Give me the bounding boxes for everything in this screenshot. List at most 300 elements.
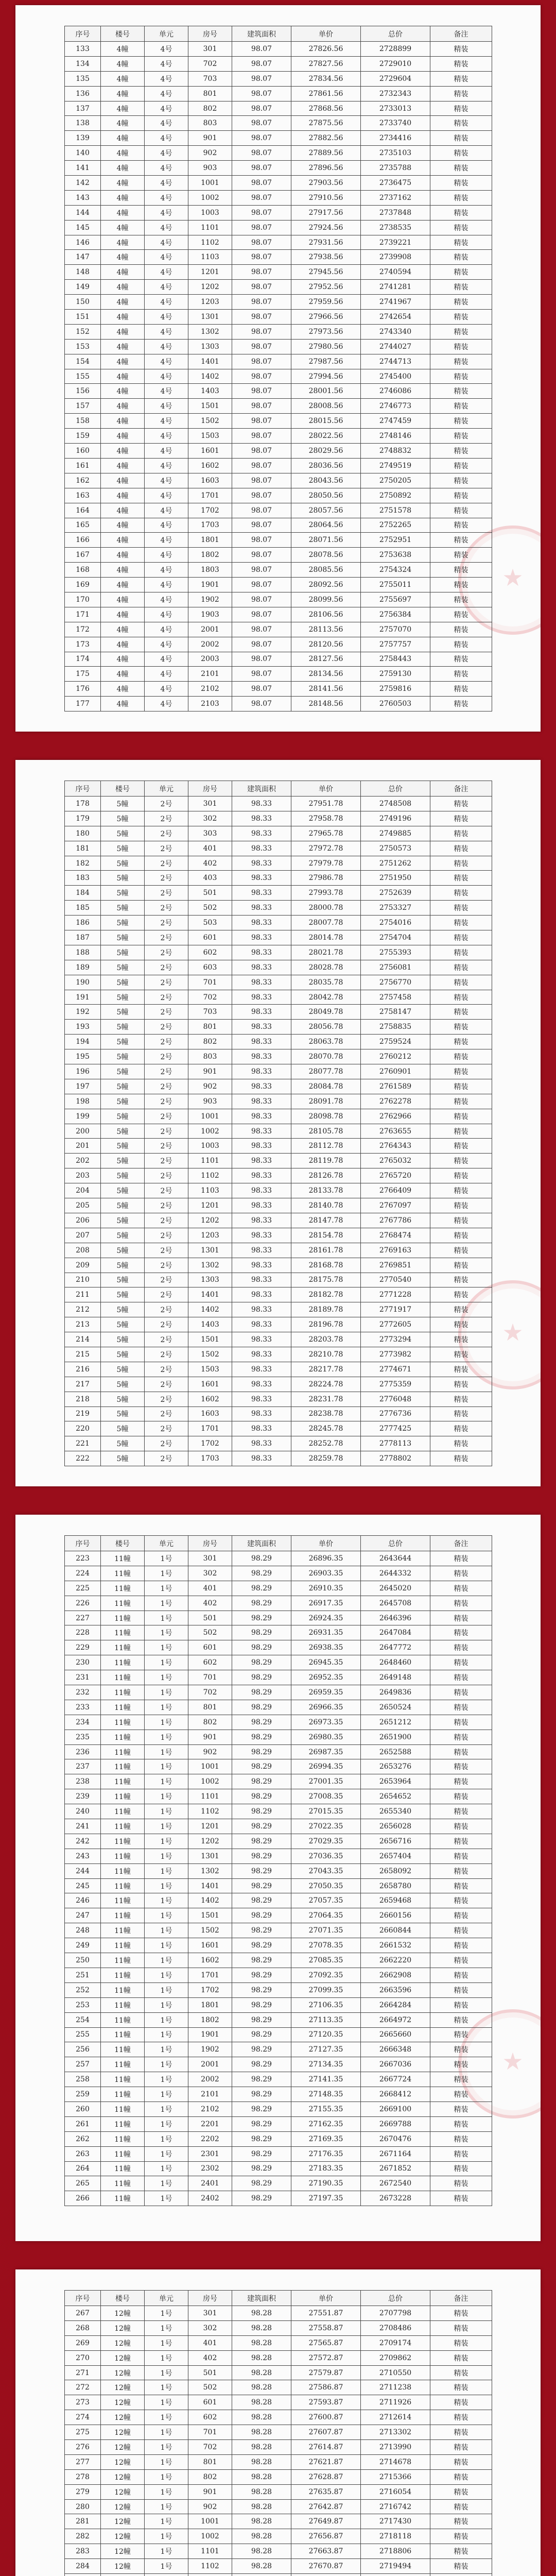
cell-note: 精装 bbox=[430, 488, 492, 503]
cell-area: 98.33 bbox=[232, 990, 291, 1005]
cell-price: 28028.78 bbox=[291, 960, 361, 975]
cell-seq: 155 bbox=[65, 369, 101, 384]
cell-area: 98.29 bbox=[232, 1893, 291, 1908]
table-row bbox=[65, 1774, 492, 1789]
cell-total: 2671852 bbox=[361, 2161, 430, 2176]
cell-total: 2750205 bbox=[361, 473, 430, 488]
cell-building: 12幢 bbox=[101, 2499, 145, 2514]
cell-room: 2001 bbox=[188, 2057, 232, 2072]
cell-room: 802 bbox=[188, 2469, 232, 2484]
cell-total: 2661532 bbox=[361, 1938, 430, 1953]
cell-note: 精装 bbox=[430, 2469, 492, 2484]
table-row bbox=[65, 1124, 492, 1139]
cell-area: 98.33 bbox=[232, 856, 291, 871]
cell-area: 98.29 bbox=[232, 2087, 291, 2102]
table-row bbox=[65, 265, 492, 280]
cell-area: 98.33 bbox=[232, 1347, 291, 1362]
cell-price: 27965.78 bbox=[291, 826, 361, 841]
cell-seq: 201 bbox=[65, 1139, 101, 1154]
cell-price: 27169.35 bbox=[291, 2131, 361, 2146]
column-header-note: 备注 bbox=[430, 26, 492, 42]
cell-unit: 2号 bbox=[145, 826, 188, 841]
cell-seq: 226 bbox=[65, 1596, 101, 1611]
cell-note: 精装 bbox=[430, 458, 492, 473]
cell-note: 精装 bbox=[430, 2087, 492, 2102]
cell-price: 27593.87 bbox=[291, 2395, 361, 2410]
cell-area: 98.07 bbox=[232, 161, 291, 176]
cell-area: 98.29 bbox=[232, 1982, 291, 1997]
cell-room: 1803 bbox=[188, 563, 232, 578]
table-row bbox=[65, 1863, 492, 1878]
cell-area: 98.28 bbox=[232, 2544, 291, 2559]
price-table bbox=[64, 781, 492, 1466]
cell-unit: 4号 bbox=[145, 190, 188, 205]
cell-seq: 278 bbox=[65, 2469, 101, 2484]
cell-building: 11幢 bbox=[101, 1923, 145, 1938]
column-header-total: 总价 bbox=[361, 26, 430, 42]
cell-building: 5幢 bbox=[101, 1228, 145, 1243]
cell-area: 98.29 bbox=[232, 1715, 291, 1730]
cell-total: 2669788 bbox=[361, 2116, 430, 2131]
cell-room: 1502 bbox=[188, 1923, 232, 1938]
cell-room: 1702 bbox=[188, 1982, 232, 1997]
cell-room: 1303 bbox=[188, 1273, 232, 1287]
cell-note: 精装 bbox=[430, 1581, 492, 1596]
cell-seq: 284 bbox=[65, 2559, 101, 2574]
cell-unit: 4号 bbox=[145, 161, 188, 176]
cell-total: 2645708 bbox=[361, 1596, 430, 1611]
cell-price: 27078.35 bbox=[291, 1938, 361, 1953]
cell-price: 28036.56 bbox=[291, 458, 361, 473]
cell-seq: 166 bbox=[65, 533, 101, 548]
cell-room: 2102 bbox=[188, 2102, 232, 2116]
cell-price: 27889.56 bbox=[291, 146, 361, 161]
cell-unit: 4号 bbox=[145, 280, 188, 295]
cell-area: 98.33 bbox=[232, 930, 291, 945]
cell-room: 302 bbox=[188, 1566, 232, 1581]
cell-note: 精装 bbox=[430, 220, 492, 235]
cell-area: 98.29 bbox=[232, 1834, 291, 1849]
cell-note: 精装 bbox=[430, 871, 492, 886]
cell-room: 2102 bbox=[188, 682, 232, 697]
column-header-room: 房号 bbox=[188, 781, 232, 796]
cell-room: 1603 bbox=[188, 473, 232, 488]
cell-area: 98.33 bbox=[232, 1079, 291, 1094]
cell-area: 98.07 bbox=[232, 592, 291, 607]
cell-unit: 2号 bbox=[145, 1109, 188, 1124]
cell-area: 98.28 bbox=[232, 2529, 291, 2544]
table-row bbox=[65, 1849, 492, 1863]
cell-unit: 2号 bbox=[145, 1049, 188, 1064]
cell-area: 98.29 bbox=[232, 1655, 291, 1670]
cell-area: 98.29 bbox=[232, 2176, 291, 2191]
cell-building: 4幢 bbox=[101, 384, 145, 399]
cell-total: 2716742 bbox=[361, 2499, 430, 2514]
cell-seq: 147 bbox=[65, 250, 101, 265]
cell-total: 2776736 bbox=[361, 1406, 430, 1421]
cell-unit: 1号 bbox=[145, 2484, 188, 2499]
cell-price: 28015.56 bbox=[291, 414, 361, 429]
cell-price: 28042.78 bbox=[291, 990, 361, 1005]
cell-unit: 2号 bbox=[145, 811, 188, 826]
price-list-page-4 bbox=[15, 2269, 541, 2576]
cell-note: 精装 bbox=[430, 1392, 492, 1406]
cell-total: 2664972 bbox=[361, 2012, 430, 2027]
cell-note: 精装 bbox=[430, 856, 492, 871]
cell-unit: 4号 bbox=[145, 176, 188, 191]
cell-note: 精装 bbox=[430, 2191, 492, 2206]
cell-unit: 1号 bbox=[145, 2425, 188, 2440]
cell-unit: 2号 bbox=[145, 841, 188, 856]
cell-price: 27586.87 bbox=[291, 2380, 361, 2395]
cell-room: 1801 bbox=[188, 1997, 232, 2012]
cell-area: 98.33 bbox=[232, 1287, 291, 1302]
cell-area: 98.07 bbox=[232, 339, 291, 354]
cell-price: 27882.56 bbox=[291, 131, 361, 146]
cell-room: 2002 bbox=[188, 2072, 232, 2087]
cell-note: 精装 bbox=[430, 1655, 492, 1670]
cell-building: 5幢 bbox=[101, 1213, 145, 1228]
table-row bbox=[65, 324, 492, 339]
cell-seq: 136 bbox=[65, 86, 101, 101]
cell-unit: 2号 bbox=[145, 1377, 188, 1392]
cell-unit: 1号 bbox=[145, 2350, 188, 2365]
cell-seq: 235 bbox=[65, 1730, 101, 1744]
cell-total: 2719494 bbox=[361, 2559, 430, 2574]
cell-building: 4幢 bbox=[101, 161, 145, 176]
cell-price: 27980.56 bbox=[291, 339, 361, 354]
cell-area: 98.29 bbox=[232, 1596, 291, 1611]
cell-room: 1002 bbox=[188, 190, 232, 205]
cell-note: 精装 bbox=[430, 1049, 492, 1064]
cell-unit: 2号 bbox=[145, 1436, 188, 1451]
cell-price: 27903.56 bbox=[291, 176, 361, 191]
cell-seq: 244 bbox=[65, 1863, 101, 1878]
cell-seq: 263 bbox=[65, 2146, 101, 2161]
cell-note: 精装 bbox=[430, 414, 492, 429]
cell-unit: 1号 bbox=[145, 1625, 188, 1640]
cell-unit: 4号 bbox=[145, 578, 188, 592]
cell-building: 4幢 bbox=[101, 637, 145, 652]
cell-total: 2744713 bbox=[361, 354, 430, 369]
column-header-price: 单价 bbox=[291, 781, 361, 796]
cell-total: 2747459 bbox=[361, 414, 430, 429]
cell-total: 2757757 bbox=[361, 637, 430, 652]
cell-area: 98.28 bbox=[232, 2469, 291, 2484]
cell-note: 精装 bbox=[430, 2514, 492, 2529]
cell-unit: 2号 bbox=[145, 796, 188, 811]
cell-total: 2751578 bbox=[361, 503, 430, 518]
cell-area: 98.07 bbox=[232, 250, 291, 265]
cell-seq: 158 bbox=[65, 414, 101, 429]
cell-note: 精装 bbox=[430, 1005, 492, 1020]
cell-price: 27043.35 bbox=[291, 1863, 361, 1878]
column-header-total: 总价 bbox=[361, 2291, 430, 2306]
table-row bbox=[65, 384, 492, 399]
cell-unit: 2号 bbox=[145, 975, 188, 990]
cell-room: 1103 bbox=[188, 250, 232, 265]
cell-note: 精装 bbox=[430, 1168, 492, 1183]
table-row bbox=[65, 220, 492, 235]
cell-room: 1003 bbox=[188, 1139, 232, 1154]
cell-room: 701 bbox=[188, 975, 232, 990]
cell-price: 28147.78 bbox=[291, 1213, 361, 1228]
cell-area: 98.33 bbox=[232, 1213, 291, 1228]
cell-seq: 213 bbox=[65, 1317, 101, 1332]
cell-total: 2710550 bbox=[361, 2365, 430, 2380]
cell-room: 2103 bbox=[188, 697, 232, 711]
cell-unit: 1号 bbox=[145, 2057, 188, 2072]
cell-price: 28189.78 bbox=[291, 1302, 361, 1317]
table-row bbox=[65, 2335, 492, 2350]
cell-price: 27176.35 bbox=[291, 2146, 361, 2161]
table-row bbox=[65, 131, 492, 146]
column-header-note: 备注 bbox=[430, 781, 492, 796]
cell-area: 98.29 bbox=[232, 1581, 291, 1596]
cell-area: 98.33 bbox=[232, 1049, 291, 1064]
cell-room: 1503 bbox=[188, 429, 232, 444]
cell-price: 27015.35 bbox=[291, 1804, 361, 1819]
cell-total: 2714678 bbox=[361, 2454, 430, 2469]
table-row bbox=[65, 518, 492, 533]
cell-note: 精装 bbox=[430, 1273, 492, 1287]
cell-total: 2757458 bbox=[361, 990, 430, 1005]
cell-building: 12幢 bbox=[101, 2559, 145, 2574]
cell-note: 精装 bbox=[430, 1789, 492, 1804]
table-row bbox=[65, 1655, 492, 1670]
cell-area: 98.33 bbox=[232, 1421, 291, 1436]
cell-seq: 233 bbox=[65, 1700, 101, 1715]
cell-area: 98.33 bbox=[232, 886, 291, 901]
cell-unit: 1号 bbox=[145, 1715, 188, 1730]
cell-total: 2665660 bbox=[361, 2027, 430, 2042]
cell-building: 5幢 bbox=[101, 1377, 145, 1392]
cell-seq: 225 bbox=[65, 1581, 101, 1596]
cell-note: 精装 bbox=[430, 975, 492, 990]
table-row bbox=[65, 2559, 492, 2574]
cell-building: 4幢 bbox=[101, 310, 145, 325]
table-row bbox=[65, 1451, 492, 1466]
cell-seq: 264 bbox=[65, 2161, 101, 2176]
cell-note: 精装 bbox=[430, 2131, 492, 2146]
cell-note: 精装 bbox=[430, 1819, 492, 1834]
cell-area: 98.07 bbox=[232, 458, 291, 473]
cell-seq: 204 bbox=[65, 1183, 101, 1198]
cell-unit: 2号 bbox=[145, 871, 188, 886]
table-row bbox=[65, 1035, 492, 1049]
cell-total: 2648460 bbox=[361, 1655, 430, 1670]
cell-unit: 2号 bbox=[145, 945, 188, 960]
cell-unit: 1号 bbox=[145, 2072, 188, 2087]
cell-room: 702 bbox=[188, 1685, 232, 1700]
cell-price: 27972.78 bbox=[291, 841, 361, 856]
cell-building: 4幢 bbox=[101, 116, 145, 131]
cell-seq: 283 bbox=[65, 2544, 101, 2559]
cell-room bbox=[188, 2574, 232, 2576]
cell-room: 1602 bbox=[188, 1953, 232, 1968]
cell-note: 精装 bbox=[430, 1064, 492, 1079]
cell-price: 28133.78 bbox=[291, 1183, 361, 1198]
cell-total: 2769163 bbox=[361, 1243, 430, 1258]
cell-room: 801 bbox=[188, 1700, 232, 1715]
table-row bbox=[65, 1258, 492, 1273]
cell-total: 2771917 bbox=[361, 1302, 430, 1317]
cell-unit: 2号 bbox=[145, 1005, 188, 1020]
cell-price: 27642.87 bbox=[291, 2499, 361, 2514]
cell-area: 98.07 bbox=[232, 622, 291, 637]
table-row bbox=[65, 1596, 492, 1611]
cell-building: 11幢 bbox=[101, 1715, 145, 1730]
cell-note: 精装 bbox=[430, 1774, 492, 1789]
cell-total: 2755393 bbox=[361, 945, 430, 960]
cell-area: 98.29 bbox=[232, 1863, 291, 1878]
cell-seq: 237 bbox=[65, 1759, 101, 1774]
cell-total: 2755011 bbox=[361, 578, 430, 592]
cell-seq: 246 bbox=[65, 1893, 101, 1908]
cell-area: 98.07 bbox=[232, 414, 291, 429]
cell-area: 98.33 bbox=[232, 1273, 291, 1287]
cell-price: 26952.35 bbox=[291, 1670, 361, 1685]
cell-area: 98.07 bbox=[232, 190, 291, 205]
cell-area: 98.29 bbox=[232, 2057, 291, 2072]
cell-area: 98.07 bbox=[232, 56, 291, 71]
cell-unit: 1号 bbox=[145, 2320, 188, 2335]
cell-room: 1201 bbox=[188, 265, 232, 280]
cell-total: 2671164 bbox=[361, 2146, 430, 2161]
cell-seq: 245 bbox=[65, 1878, 101, 1893]
cell-total: 2765720 bbox=[361, 1168, 430, 1183]
cell-price: 26917.35 bbox=[291, 1596, 361, 1611]
cell-room: 401 bbox=[188, 2335, 232, 2350]
cell-unit: 1号 bbox=[145, 2146, 188, 2161]
cell-room: 703 bbox=[188, 71, 232, 86]
cell-note: 精装 bbox=[430, 1228, 492, 1243]
cell-unit: 2号 bbox=[145, 1347, 188, 1362]
table-row bbox=[65, 1005, 492, 1020]
cell-room: 1202 bbox=[188, 280, 232, 295]
cell-room: 1801 bbox=[188, 533, 232, 548]
cell-building: 5幢 bbox=[101, 1436, 145, 1451]
cell-room: 702 bbox=[188, 2440, 232, 2455]
cell-unit: 1号 bbox=[145, 2440, 188, 2455]
table-row bbox=[65, 2350, 492, 2365]
cell-room: 903 bbox=[188, 161, 232, 176]
cell-unit: 1号 bbox=[145, 1923, 188, 1938]
cell-room: 1601 bbox=[188, 1377, 232, 1392]
cell-unit: 2号 bbox=[145, 1421, 188, 1436]
cell-seq: 232 bbox=[65, 1685, 101, 1700]
cell-total: 2746773 bbox=[361, 399, 430, 414]
cell-price: 26931.35 bbox=[291, 1625, 361, 1640]
cell-seq: 275 bbox=[65, 2425, 101, 2440]
cell-total: 2775359 bbox=[361, 1377, 430, 1392]
cell-price: 27663.87 bbox=[291, 2544, 361, 2559]
cell-unit: 1号 bbox=[145, 2131, 188, 2146]
cell-note: 精装 bbox=[430, 2057, 492, 2072]
cell-room: 301 bbox=[188, 1551, 232, 1566]
table-row bbox=[65, 2057, 492, 2072]
cell-room: 502 bbox=[188, 2380, 232, 2395]
cell-note: 精装 bbox=[430, 1700, 492, 1715]
cell-building: 4幢 bbox=[101, 295, 145, 310]
cell-total: 2739908 bbox=[361, 250, 430, 265]
cell-building: 11幢 bbox=[101, 2042, 145, 2057]
table-row bbox=[65, 1953, 492, 1968]
cell-unit: 2号 bbox=[145, 1392, 188, 1406]
cell-room: 902 bbox=[188, 1079, 232, 1094]
cell-area: 98.07 bbox=[232, 295, 291, 310]
cell-total: 2777425 bbox=[361, 1421, 430, 1436]
cell-building: 4幢 bbox=[101, 205, 145, 220]
cell-seq: 190 bbox=[65, 975, 101, 990]
cell-note: 精装 bbox=[430, 2027, 492, 2042]
cell-unit: 1号 bbox=[145, 2042, 188, 2057]
cell-area: 98.07 bbox=[232, 473, 291, 488]
cell-price: 27875.56 bbox=[291, 116, 361, 131]
cell-note: 精装 bbox=[430, 960, 492, 975]
cell-total: 2645020 bbox=[361, 1581, 430, 1596]
cell-room: 1201 bbox=[188, 1819, 232, 1834]
cell-seq: 206 bbox=[65, 1213, 101, 1228]
cell-note: 精装 bbox=[430, 146, 492, 161]
cell-unit: 4号 bbox=[145, 682, 188, 697]
cell-room: 1601 bbox=[188, 1938, 232, 1953]
cell-building: 11幢 bbox=[101, 1968, 145, 1982]
table-row bbox=[65, 1744, 492, 1759]
cell-seq bbox=[65, 2574, 101, 2576]
cell-seq: 214 bbox=[65, 1332, 101, 1347]
table-row bbox=[65, 975, 492, 990]
cell-building: 11幢 bbox=[101, 2102, 145, 2116]
cell-area: 98.28 bbox=[232, 2380, 291, 2395]
cell-total: 2773294 bbox=[361, 1332, 430, 1347]
cell-seq: 146 bbox=[65, 235, 101, 250]
cell-unit: 2号 bbox=[145, 1124, 188, 1139]
cell-room: 1701 bbox=[188, 1421, 232, 1436]
cell-seq: 145 bbox=[65, 220, 101, 235]
cell-price: 28224.78 bbox=[291, 1377, 361, 1392]
cell-building: 5幢 bbox=[101, 1451, 145, 1466]
cell-seq: 148 bbox=[65, 265, 101, 280]
column-header-unit: 单元 bbox=[145, 2291, 188, 2306]
cell-area: 98.29 bbox=[232, 1566, 291, 1581]
cell-building: 5幢 bbox=[101, 1139, 145, 1154]
cell-note: 精装 bbox=[430, 1566, 492, 1581]
cell-note: 精装 bbox=[430, 56, 492, 71]
table-row bbox=[65, 1685, 492, 1700]
cell-room: 602 bbox=[188, 945, 232, 960]
cell-note: 精装 bbox=[430, 295, 492, 310]
cell-room: 1001 bbox=[188, 1109, 232, 1124]
cell-note: 精装 bbox=[430, 2012, 492, 2027]
cell-price: 28049.78 bbox=[291, 1005, 361, 1020]
cell-area: 98.29 bbox=[232, 1774, 291, 1789]
cell-price: 28091.78 bbox=[291, 1094, 361, 1109]
cell-price: 28238.78 bbox=[291, 1406, 361, 1421]
cell-total: 2762966 bbox=[361, 1109, 430, 1124]
cell-seq: 230 bbox=[65, 1655, 101, 1670]
cell-note: 精装 bbox=[430, 1287, 492, 1302]
cell-seq: 276 bbox=[65, 2440, 101, 2455]
cell-building: 11幢 bbox=[101, 1834, 145, 1849]
cell-area: 98.29 bbox=[232, 2191, 291, 2206]
column-header-seq: 序号 bbox=[65, 781, 101, 796]
cell-seq: 254 bbox=[65, 2012, 101, 2027]
cell-price: 27008.35 bbox=[291, 1789, 361, 1804]
cell-area: 98.07 bbox=[232, 667, 291, 682]
cell-total: 2660156 bbox=[361, 1908, 430, 1923]
cell-area: 98.33 bbox=[232, 1183, 291, 1198]
